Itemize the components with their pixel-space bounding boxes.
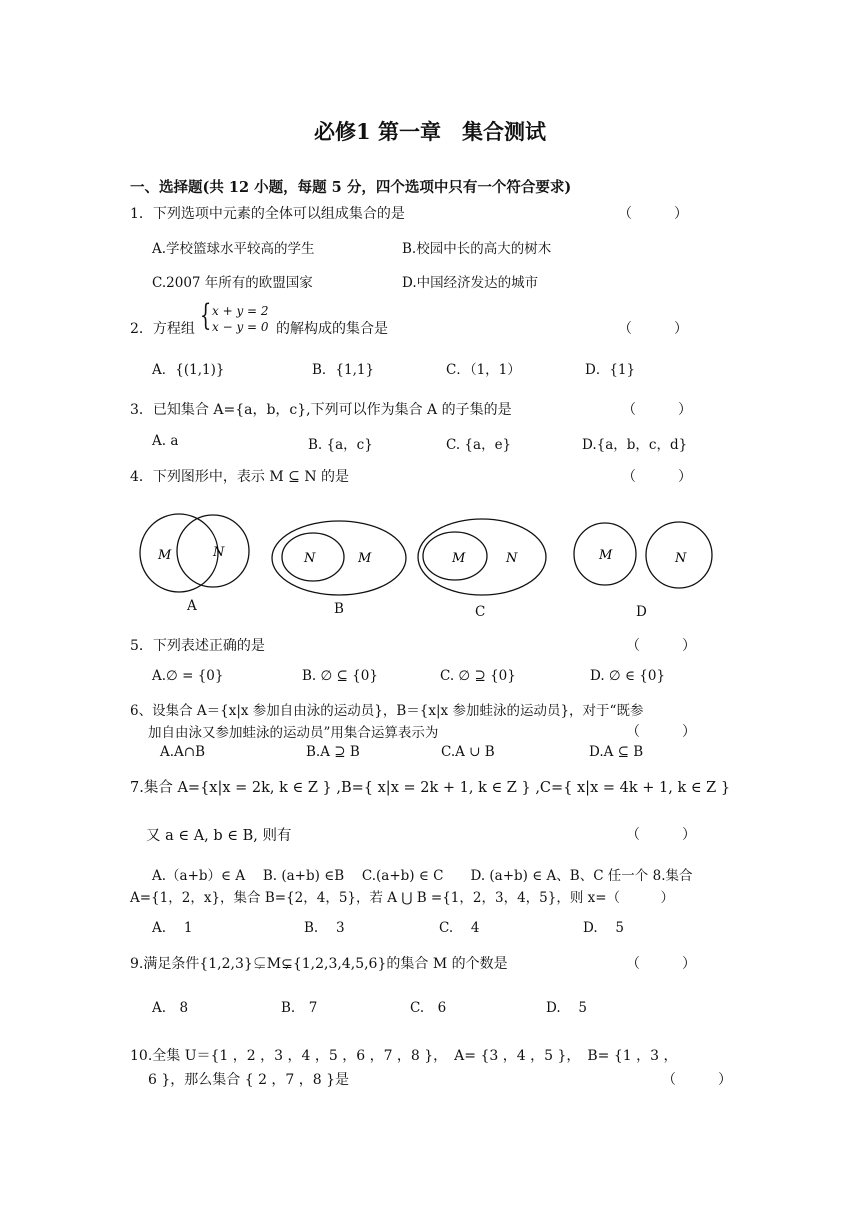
question-9-stem: 9.满足条件{1,2,3}⊊M⊊{1,2,3,4,5,6}的集合 M 的个数是 bbox=[130, 956, 508, 972]
q3-option-a: A. a bbox=[152, 433, 179, 449]
venn-c-label-m: M bbox=[452, 551, 466, 566]
brace-symbol: { bbox=[199, 298, 212, 333]
q1-option-a: A.学校篮球水平较高的学生 bbox=[152, 241, 315, 257]
q6-option-b: B.A ⊇ B bbox=[306, 744, 360, 760]
q8-option-d: D. 5 bbox=[583, 920, 625, 936]
q7-options: A.（a+b）∈ A B. (a+b) ∈B C.(a+b) ∈ C D. (a+b) ∈ A、B、C 任一个 8.集合 bbox=[152, 868, 693, 884]
venn-b-outer-ellipse bbox=[272, 521, 406, 595]
question-10-line1: 10.全集 U＝{1 ，2 ，3 ，4 ，5 ，6 ，7 ，8 }， A= {3 ，4 ，5 }， B= {1 ，3 ， bbox=[130, 1048, 678, 1064]
q1-option-b: B.校园中长的高大的树木 bbox=[402, 241, 552, 257]
answer-paren: （ ） bbox=[626, 724, 696, 740]
venn-caption-d: D bbox=[636, 604, 647, 620]
venn-caption-c: C bbox=[475, 604, 486, 620]
question-6-line2: 加自由泳又参加蛙泳的运动员”用集合运算表示为 bbox=[148, 725, 439, 741]
answer-paren: （ ） bbox=[626, 638, 696, 654]
q5-option-b: B. ∅ ⊆ {0} bbox=[302, 668, 378, 684]
q5-option-d: D. ∅ ∈ {0} bbox=[590, 668, 666, 684]
venn-c-label-n: N bbox=[506, 551, 518, 566]
page-title: 必修1 第一章 集合测试 bbox=[314, 119, 546, 144]
q9-option-c: C. 6 bbox=[410, 1000, 447, 1016]
venn-caption-a: A bbox=[187, 598, 197, 614]
question-7-stem: 7.集合 A={x|x = 2k, k ∈ Z } ,B={ x|x = 2k + 1, k ∈ Z } ,C={ x|x = 4k + 1, k ∈ Z } bbox=[130, 780, 731, 796]
answer-paren: （ ） bbox=[662, 1072, 732, 1088]
answer-paren: （ ） bbox=[626, 956, 696, 972]
q8-option-c: C. 4 bbox=[439, 920, 480, 936]
q6-option-a: A.A∩B bbox=[160, 744, 206, 760]
q5-option-c: C. ∅ ⊇ {0} bbox=[440, 668, 516, 684]
q2-option-c: C．（1，1） bbox=[446, 362, 521, 378]
q3-option-d: D.{a，b，c，d} bbox=[582, 437, 688, 453]
venn-d-label-m: M bbox=[599, 548, 613, 563]
venn-a bbox=[140, 514, 249, 592]
venn-a-label-n: N bbox=[213, 545, 225, 560]
question-2-prefix: 2．方程组 bbox=[130, 321, 195, 337]
venn-b bbox=[272, 521, 406, 595]
venn-caption-b: B bbox=[334, 601, 344, 617]
q2-option-a: A．{(1,1)} bbox=[152, 362, 225, 378]
question-3-stem: 3．已知集合 A={a，b，c},下列可以作为集合 A 的子集的是 bbox=[130, 402, 512, 418]
question-5-stem: 5．下列表述正确的是 bbox=[130, 638, 265, 654]
q1-option-c: C.2007 年所有的欧盟国家 bbox=[152, 275, 313, 291]
q2-option-b: B．{1,1} bbox=[312, 362, 375, 378]
q3-option-c: C. {a，e} bbox=[446, 437, 512, 453]
answer-paren: （ ） bbox=[618, 321, 688, 337]
venn-b-label-n: N bbox=[304, 551, 316, 566]
q9-option-d: D. 5 bbox=[546, 1000, 588, 1016]
answer-paren: （ ） bbox=[622, 469, 692, 485]
question-6-line1: 6、设集合 A＝{x|x 参加自由泳的运动员}，B＝{x|x 参加蛙泳的运动员}，对于“既参 bbox=[130, 703, 644, 719]
q8-option-a: A. 1 bbox=[152, 920, 193, 936]
question-4-stem: 4．下列图形中，表示 M ⊆ N 的是 bbox=[130, 469, 350, 485]
q3-option-b: B. {a，c} bbox=[308, 437, 373, 453]
venn-diagrams bbox=[0, 500, 860, 600]
question-8-stem: A={1，2，x}，集合 B={2，4，5}，若 A ⋃ B ={1，2，3，4，5}，则 x=（ ） bbox=[130, 890, 675, 906]
venn-c-outer-ellipse bbox=[418, 519, 546, 595]
q8-option-b: B. 3 bbox=[304, 920, 345, 936]
venn-c bbox=[418, 519, 546, 595]
q2-option-d: D．{1} bbox=[585, 362, 636, 378]
q1-option-d: D.中国经济发达的城市 bbox=[402, 275, 539, 291]
q9-option-a: A. 8 bbox=[152, 1000, 189, 1016]
section-heading: 一、选择题(共 12 小题，每题 5 分，四个选项中只有一个符合要求) bbox=[130, 179, 572, 196]
answer-paren: （ ） bbox=[626, 827, 696, 843]
q6-option-d: D.A ⊆ B bbox=[589, 744, 644, 760]
q5-option-a: A.∅ = {0} bbox=[152, 668, 224, 684]
question-10-line2: 6 }，那么集合 { 2 ，7 ，8 }是 bbox=[148, 1072, 350, 1088]
question-7-condition: 又 a ∈ A, b ∈ B, 则有 bbox=[146, 828, 292, 844]
venn-b-label-m: M bbox=[358, 551, 372, 566]
venn-d-label-n: N bbox=[675, 551, 687, 566]
venn-a-label-m: M bbox=[158, 548, 172, 563]
equation-2: x − y = 0 bbox=[212, 320, 269, 334]
question-2-suffix: 的解构成的集合是 bbox=[276, 321, 388, 337]
answer-paren: （ ） bbox=[622, 402, 692, 418]
q6-option-c: C.A ∪ B bbox=[441, 744, 495, 760]
venn-d bbox=[574, 522, 712, 588]
answer-paren: （ ） bbox=[618, 206, 688, 222]
q9-option-b: B. 7 bbox=[281, 1000, 318, 1016]
venn-a-circle-m bbox=[140, 514, 218, 592]
equation-1: x + y = 2 bbox=[212, 304, 269, 318]
question-1-stem: 1．下列选项中元素的全体可以组成集合的是 bbox=[130, 206, 405, 222]
